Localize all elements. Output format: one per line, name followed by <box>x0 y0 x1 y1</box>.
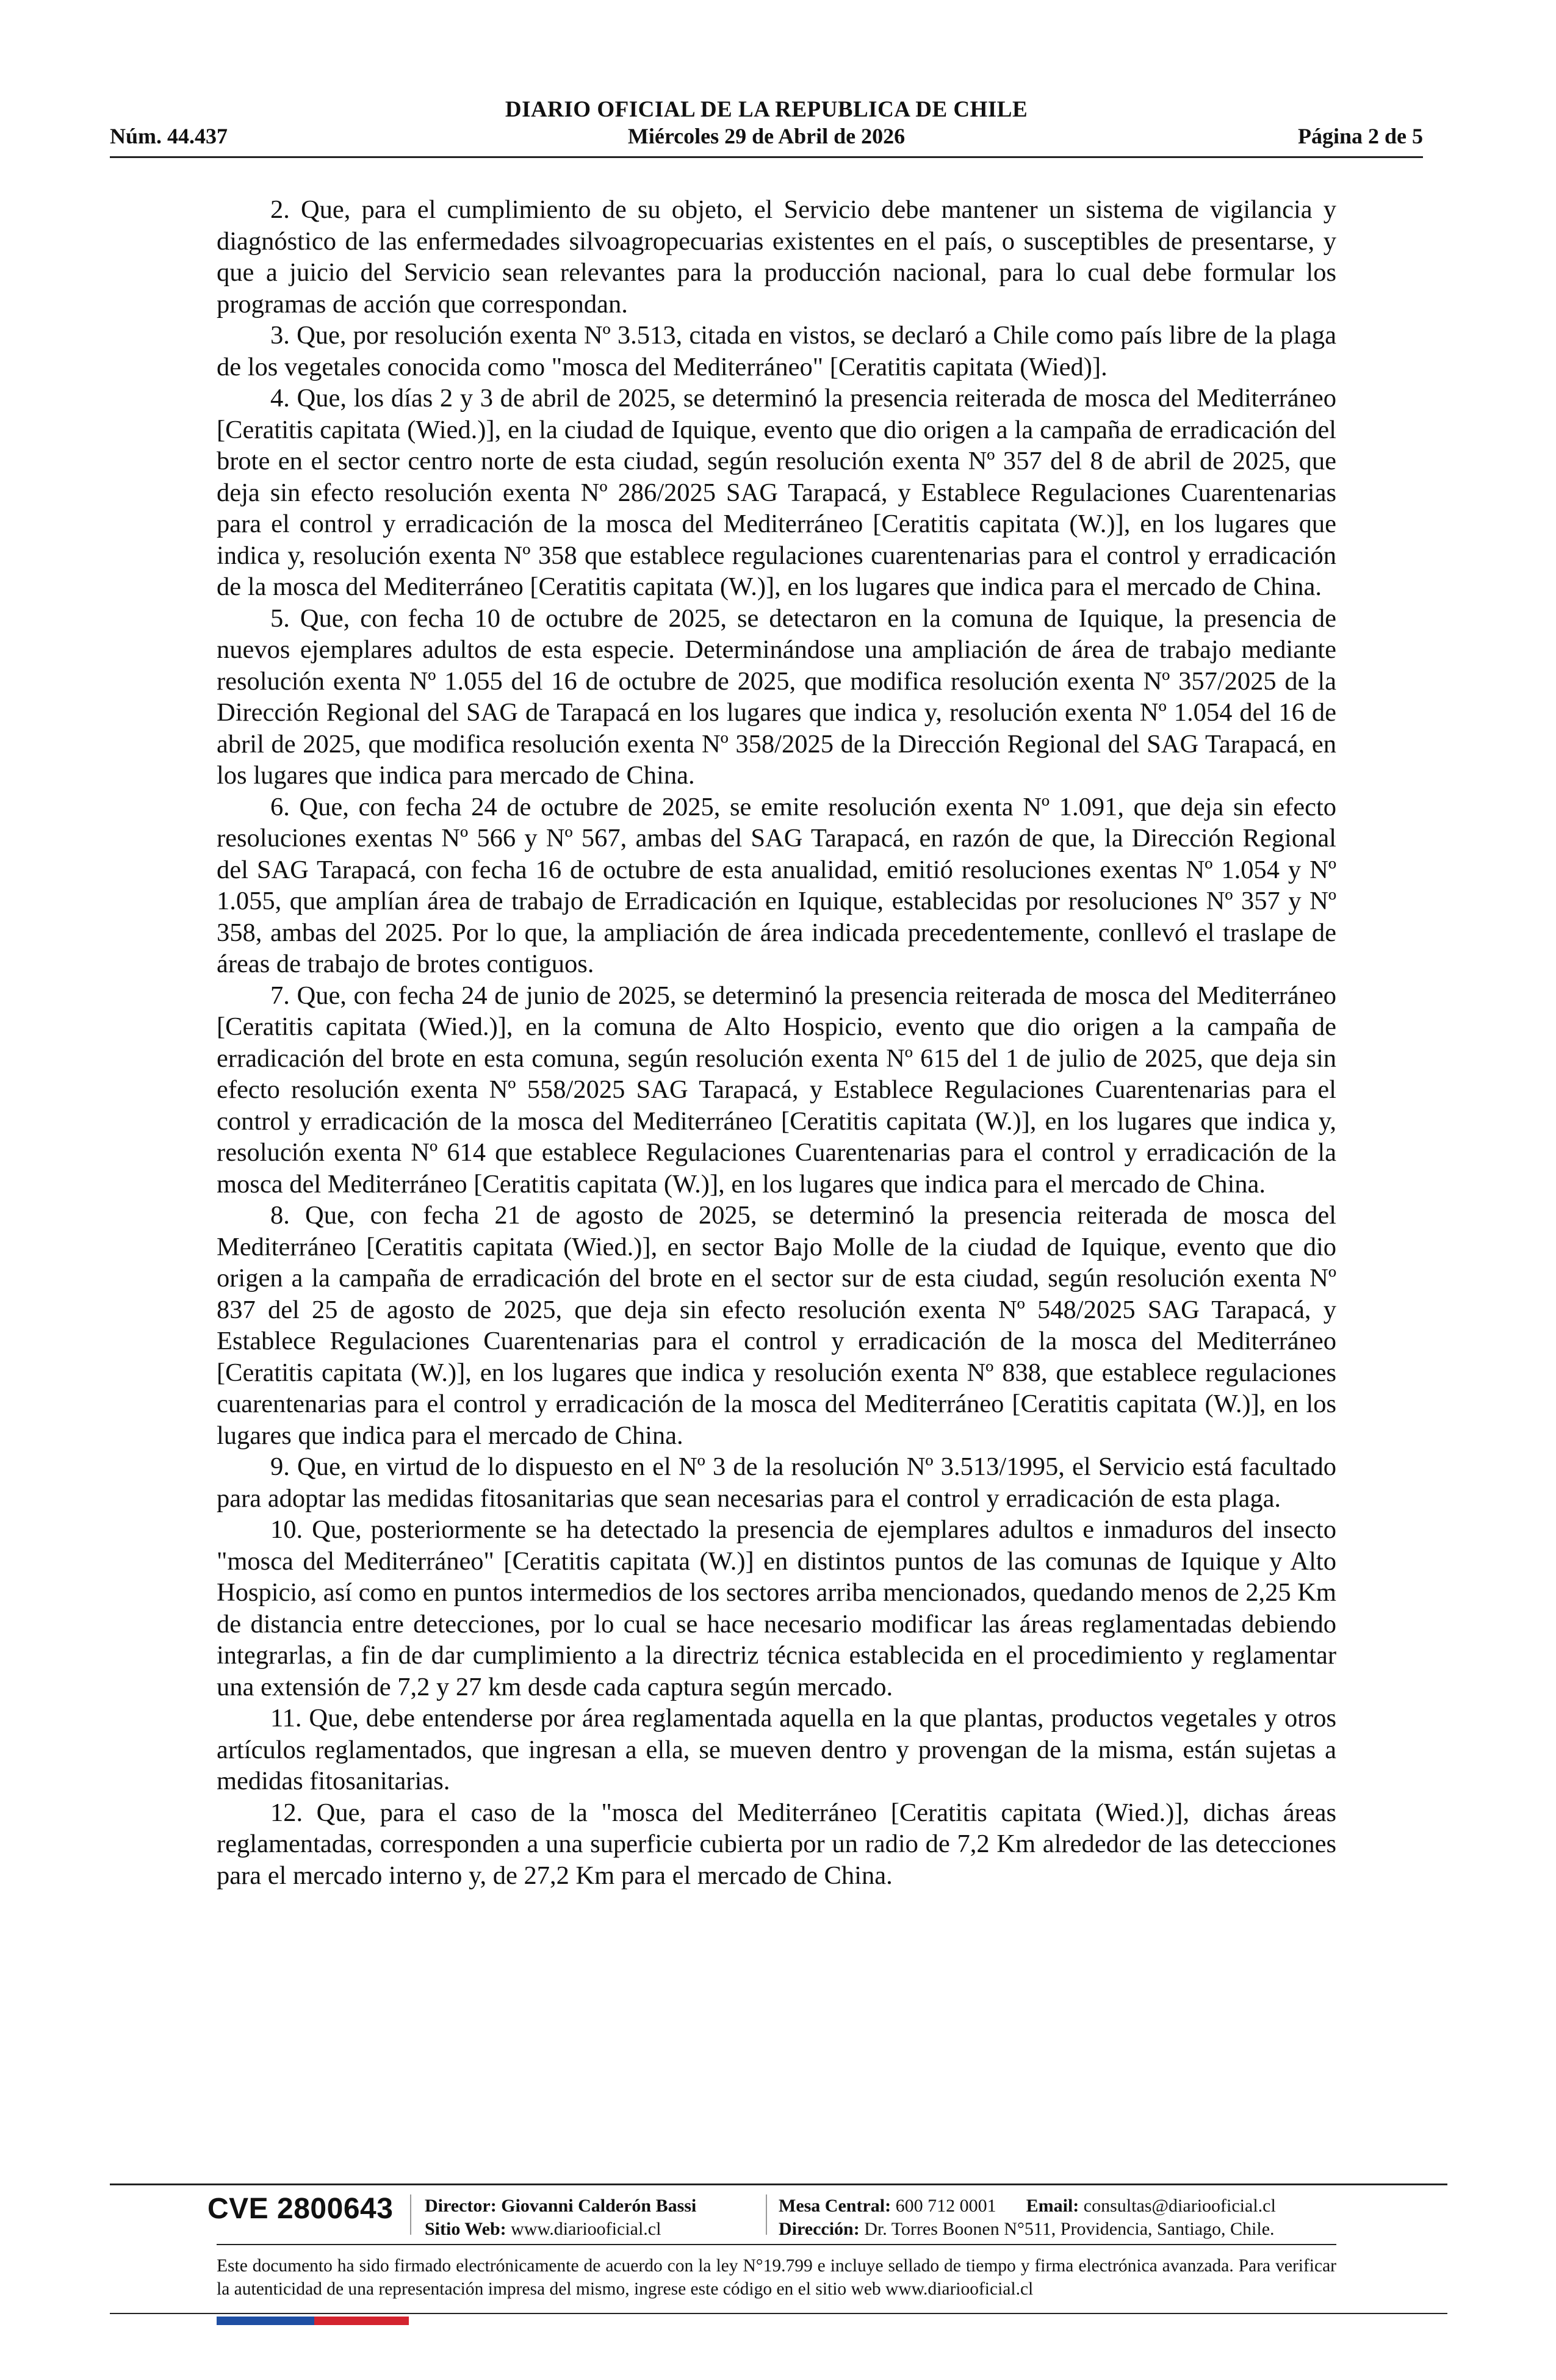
paragraph-4: 4. Que, los días 2 y 3 de abril de 2025, se determinó la presencia reiterada de mosca del Mediterráneo [Ceratitis capitata (Wied.)], en la ciudad de Iquique, evento que dio origen a la campaña de erradicación del brote en el sector centro norte de esta ciudad, según resolución exenta Nº 357 del 8 de abril de 2025, que deja sin efecto resolución exenta Nº 286/2025 SAG Tarapacá, y Establece Regulaciones Cuarentenarias para el control y erradicación de la mosca del Mediterráneo [Ceratitis capitata (W.)], en los lugares que indica y, resolución exenta Nº 358 que establece regulaciones cuarentenarias para el control y erradicación de la mosca del Mediterráneo [Ceratitis capitata (W.)], en los lugares que indica para el mercado de China. <box>217 384 1336 601</box>
site-label: Sitio Web: <box>425 2219 506 2239</box>
email-link[interactable]: consultas@diariooficial.cl <box>1083 2196 1276 2216</box>
issue-date: Miércoles 29 de Abril de 2026 <box>627 124 906 148</box>
footer-director-block <box>425 2194 696 2241</box>
director-name: Giovanni Calderón Bassi <box>501 2196 697 2216</box>
gazette-title: DIARIO OFICIAL DE LA REPUBLICA DE CHILE <box>505 97 1028 122</box>
cve-code: CVE 2800643 <box>207 2193 394 2225</box>
paragraph-3: 3. Que, por resolución exenta Nº 3.513, citada en vistos, se declaró a Chile como país libre de la plaga de los vegetales conocida como "mosca del Mediterráneo" [Ceratitis capitata (Wied)]. <box>217 321 1336 381</box>
director-label: Director: <box>425 2196 497 2216</box>
page-header <box>110 92 1423 159</box>
mesa-label: Mesa Central: <box>779 2196 891 2216</box>
issue-number: Núm. 44.437 <box>110 124 228 148</box>
paragraph-12: 12. Que, para el caso de la "mosca del Mediterráneo [Ceratitis capitata (Wied.)], dichas áreas reglamentadas, corresponden a una superficie cubierta por un radio de 7,2 Km alrededor de las detecciones para el mercado interno y, de 27,2 Km para el mercado de China. <box>217 1798 1336 1890</box>
footer-separator <box>766 2194 767 2235</box>
paragraph-2: 2. Que, para el cumplimiento de su objeto, el Servicio debe mantener un sistema de vigilancia y diagnóstico de las enfermedades silvoagropecuarias existentes en el país, o susceptibles de presentarse, y que a juicio del Servicio sean relevantes para la producción nacional, para lo cual debe formular los programas de acción que correspondan. <box>217 195 1336 319</box>
header-divider <box>110 156 1423 158</box>
document-body <box>217 194 1336 1891</box>
footer-separator <box>410 2194 411 2235</box>
paragraph-7: 7. Que, con fecha 24 de junio de 2025, se determinó la presencia reiterada de mosca del Mediterráneo [Ceratitis capitata (Wied.)], en la comuna de Alto Hospicio, evento que dio origen a la campaña de erradicación del brote en esta comuna, según resolución exenta Nº 615 del 1 de julio de 2025, que deja sin efecto resolución exenta Nº 558/2025 SAG Tarapacá, y Establece Regulaciones Cuarentenarias para el control y erradicación de la mosca del Mediterráneo [Ceratitis capitata (W.)], en los lugares que indica y, resolución exenta Nº 614 que establece Regulaciones Cuarentenarias para el control y erradicación de la mosca del Mediterráneo [Ceratitis capitata (W.)], en los lugares que indica para el mercado de China. <box>217 981 1336 1199</box>
footer-divider-bottom <box>110 2313 1447 2314</box>
site-link[interactable]: www.diariooficial.cl <box>511 2219 661 2239</box>
footer-divider-top <box>110 2183 1447 2185</box>
flag-stripe-red <box>314 2317 409 2325</box>
address-value: Dr. Torres Boonen N°511, Providencia, Santiago, Chile. <box>864 2219 1275 2239</box>
footer-divider-middle <box>217 2244 1336 2245</box>
legal-notice: Este documento ha sido firmado electrónicamente de acuerdo con la ley N°19.799 e incluye sellado de tiempo y firma electrónica avanzada. Para verificar la autenticidad de una representación impresa del mismo, ingrese este código en el sitio web www.diariooficial.cl <box>217 2256 1336 2299</box>
paragraph-5: 5. Que, con fecha 10 de octubre de 2025, se detectaron en la comuna de Iquique, la presencia de nuevos ejemplares adultos de esta especie. Determinándose una ampliación de área de trabajo mediante resolución exenta Nº 1.055 del 16 de octubre de 2025, que modifica resolución exenta Nº 357/2025 de la Dirección Regional del SAG de Tarapacá en los lugares que indica y, resolución exenta Nº 1.054 del 16 de abril de 2025, que modifica resolución exenta Nº 358/2025 de la Dirección Regional del SAG Tarapacá, en los lugares que indica para mercado de China. <box>217 604 1336 790</box>
flag-stripe-blue <box>217 2317 314 2325</box>
email-label: Email: <box>1026 2196 1079 2216</box>
mesa-phone: 600 712 0001 <box>895 2196 996 2216</box>
paragraph-8: 8. Que, con fecha 21 de agosto de 2025, se determinó la presencia reiterada de mosca del Mediterráneo [Ceratitis capitata (Wied.)], en sector Bajo Molle de la ciudad de Iquique, evento que dio origen a la campaña de erradicación del brote en el sector sur de esta ciudad, según resolución exenta Nº 837 del 25 de agosto de 2025, que deja sin efecto resolución exenta Nº 548/2025 SAG Tarapacá, y Establece Regulaciones Cuarentenarias para el control y erradicación de la mosca del Mediterráneo [Ceratitis capitata (W.)], en los lugares que indica y resolución exenta Nº 838, que establece regulaciones cuarentenarias para el control y erradicación de la mosca del Mediterráneo [Ceratitis capitata (W.)], en los lugares que indica para el mercado de China. <box>217 1201 1336 1450</box>
paragraph-11: 11. Que, debe entenderse por área reglamentada aquella en la que plantas, productos vegetales y otros artículos reglamentados, que ingresan a ella, se mueven dentro y provengan de la misma, están sujetas a medidas fitosanitarias. <box>217 1704 1336 1795</box>
paragraph-10: 10. Que, posteriormente se ha detectado la presencia de ejemplares adultos e inmaduros del insecto "mosca del Mediterráneo" [Ceratitis capitata (W.)] en distintos puntos de las comunas de Iquique y Alto Hospicio, así como en puntos intermedios de los sectores arriba mencionados, quedando menos de 2,25 Km de distancia entre detecciones, por lo cual se hace necesario modificar las áreas reglamentadas debiendo integrarlas, a fin de dar cumplimiento a la directriz técnica establecida en el procedimiento y reglamentar una extensión de 7,2 y 27 km desde cada captura según mercado. <box>217 1515 1336 1701</box>
footer-contact-block <box>779 2194 1276 2241</box>
paragraph-9: 9. Que, en virtud de lo dispuesto en el Nº 3 de la resolución Nº 3.513/1995, el Servicio está facultado para adoptar las medidas fitosanitarias que sean necesarias para el control y erradicación de esta plaga. <box>217 1452 1336 1513</box>
address-label: Dirección: <box>779 2219 860 2239</box>
paragraph-6: 6. Que, con fecha 24 de octubre de 2025, se emite resolución exenta Nº 1.091, que deja sin efecto resoluciones exentas Nº 566 y Nº 567, ambas del SAG Tarapacá, en razón de que, la Dirección Regional del SAG Tarapacá, con fecha 16 de octubre de esta anualidad, emitió resoluciones exentas Nº 1.054 y Nº 1.055, que amplían área de trabajo de Erradicación en Iquique, establecidas por resoluciones Nº 357 y Nº 358, ambas del 2025. Por lo que, la ampliación de área indicada precedentemente, conllevó el traslape de áreas de trabajo de brotes contiguos. <box>217 792 1336 978</box>
page-indicator: Página 2 de 5 <box>1297 124 1423 148</box>
